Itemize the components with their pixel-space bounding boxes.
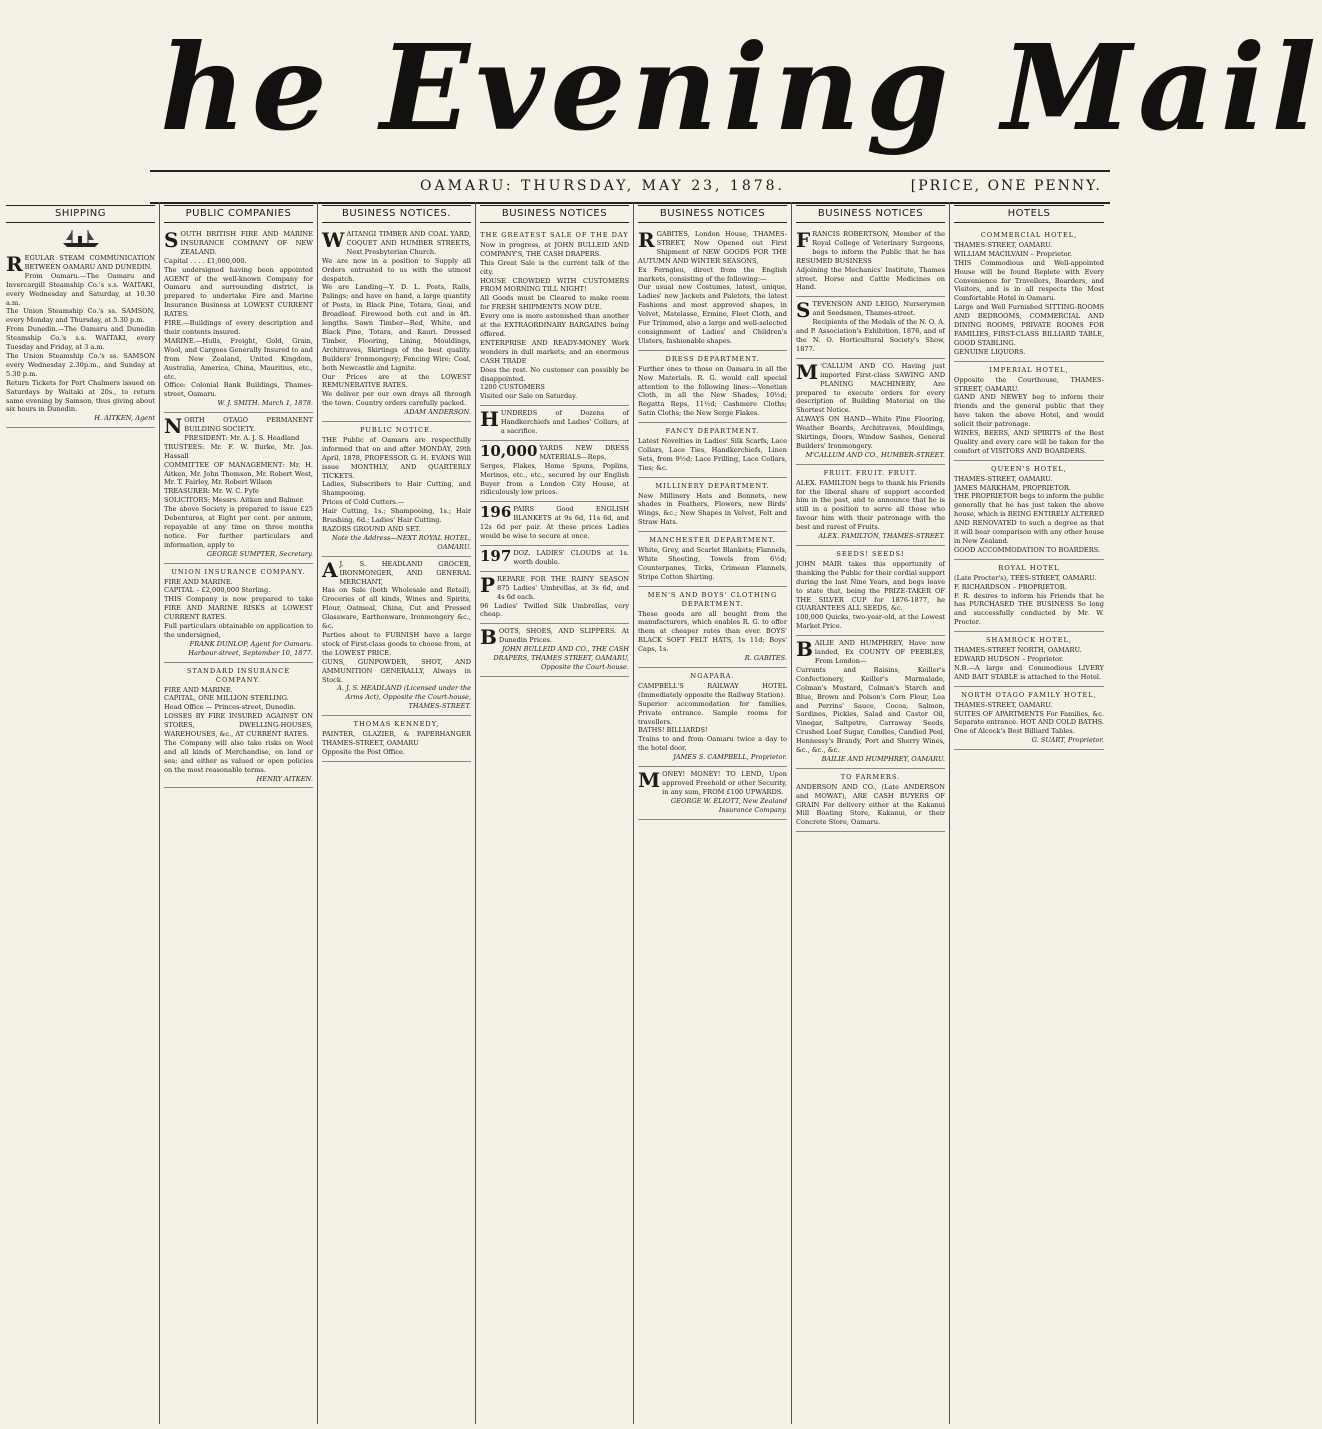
ad-text: WAITANGI TIMBER AND COAL YARD, COQUET AND HUMBER STREETS, Next Presbyterian Church. <box>322 228 471 256</box>
ad-text: GENUINE LIQUORS. <box>954 347 1026 356</box>
ad-title: SHAMROCK HOTEL, <box>985 636 1073 645</box>
ad-text: RAZORS GROUND AND SET. <box>322 525 421 533</box>
ad-text: BAILIE AND HUMPHREY, Have now landed, Ex COUNTY OF PEEBLES, From London— <box>796 637 945 665</box>
issue-date: OAMARU: THURSDAY, MAY 23, 1878. <box>420 178 785 194</box>
ad-signature: HENRY AITKEN. <box>256 774 313 783</box>
drop-cap: P <box>480 572 496 597</box>
ad-text: NORTH OTAGO PERMANENT BUILDING SOCIETY. <box>164 414 313 439</box>
column-2 <box>160 202 318 1424</box>
ad-text: LOSSES BY FIRE INSURED AGAINST ON STORES, DWELLING-HOUSES, WAREHOUSES, &c., AT CURRENT RATES. <box>164 712 313 739</box>
ad-text: White, Grey, and Scarlet Blankets; Flannels, White Sheeting, Towels from 6½d; Counterpanes, Ticks, Crimean Flannels, Stripe Cotton Shirting. <box>638 546 787 581</box>
ad-text: GUNS, GUNPOWDER, SHOT, AND AMMUNITION GENERALLY, Always in Stock. <box>322 657 471 684</box>
advertisement <box>322 227 471 422</box>
ad-text: Office: Colonial Bank Buildings, Thames-street, Oamaru. <box>164 381 313 399</box>
ad-text: Opposite the Post Office. <box>322 747 406 756</box>
advertisement <box>638 767 787 820</box>
ad-text: We deliver per our own drays all through the town. Country orders carefully packed. <box>322 390 471 408</box>
advertisement <box>480 227 629 406</box>
ad-title: MANCHESTER DEPARTMENT. <box>649 536 776 545</box>
ad-number: 10,000 <box>480 441 538 460</box>
column-heading: HOTELS <box>954 205 1104 223</box>
ad-text: ALEX. FAMILTON begs to thank his Friends for the liberal share of support accorded him in the past, and to announce that he is still in a position to serve all those who favour him with their patronage with the best and rarest of Fruits. <box>796 478 945 532</box>
ad-text: 197 DOZ. LADIES' CLOUDS at 1s. worth double. <box>480 547 629 566</box>
ad-title: NGAPARA. <box>690 671 735 680</box>
advertisement <box>480 546 629 572</box>
ad-signature: JOHN BULLEID AND CO., THE CASH DRAPERS, THAMES STREET, OAMARU, Opposite the Court-house. <box>493 645 629 671</box>
ad-text: The Union Steamship Co.'s ss. SAMSON, every Monday and Thursday, at 5.30 p.m. <box>6 307 155 325</box>
ad-text: CAMPBELL'S RAILWAY HOTEL (Immediately opposite the Railway Station). <box>638 681 787 699</box>
ad-text: Opposite the Courthouse, THAMES-STREET, OAMARU. <box>954 375 1104 393</box>
ad-text: Full particulars obtainable on application to the undersigned, <box>164 622 313 639</box>
issue-price: [PRICE, ONE PENNY. <box>910 178 1102 194</box>
ad-title: FANCY DEPARTMENT. <box>665 427 760 436</box>
ad-text: THIS Company is now prepared to take FIRE AND MARINE RISKS at LOWEST CURRENT RATES. <box>164 595 313 622</box>
masthead <box>0 0 1322 200</box>
drop-cap: W <box>322 228 345 252</box>
column-4 <box>476 202 634 1424</box>
advertisement <box>164 413 313 564</box>
advertisement <box>322 422 471 557</box>
drop-cap: M <box>638 768 661 793</box>
ad-title: TO FARMERS. <box>840 772 901 781</box>
ad-text: 196 PAIRS Good ENGLISH BLANKETS at 9s 6d, 11s 6d, and 12s 6d per pair. At these prices Ladies would be wise to secure at once. <box>480 503 629 541</box>
ad-title: UNION INSURANCE COMPANY. <box>171 567 306 576</box>
ad-signature: G. SUART, Proprietor. <box>1031 736 1104 745</box>
ad-text: Parties about to FURNISH have a large stock of First-class goods to choose from, at the LOWEST PRICE. <box>322 630 471 657</box>
ad-title: IMPERIAL HOTEL, <box>989 365 1069 374</box>
ad-text: ALWAYS ON HAND—White Pine Flooring, Weather Boards, Architraves, Mouldings, Skirtings, Doors, Window Sashes, General Builders' Ironmongery. <box>796 415 945 450</box>
advertisement <box>954 227 1104 362</box>
column-heading: SHIPPING <box>6 205 155 223</box>
ad-text: RGABITES, London House, THAMES-STREET, Now Opened out First Shipment of NEW GOODS FOR THE AUTUMN AND WINTER SEASONS, <box>638 228 787 265</box>
ad-text: Return Tickets for Port Chalmers issued on Saturdays by Waitaki at 20s., to return same evening by Samson, thus giving about six hours in Dunedin. <box>6 378 155 414</box>
advertisement <box>164 564 313 663</box>
ad-number: 196 <box>480 503 512 522</box>
advertisement <box>796 546 945 636</box>
advertisement <box>796 359 945 465</box>
drop-cap: B <box>480 625 497 650</box>
drop-cap: A <box>322 557 338 582</box>
ad-text: CAPITAL, ONE MILLION STERLING. <box>164 694 289 703</box>
advertisement <box>954 687 1104 750</box>
ad-text: Visited our Sale on Saturday. <box>480 392 578 401</box>
ad-text: HOUSE CROWDED WITH CUSTOMERS FROM MORNING TILL NIGHT! <box>480 276 629 294</box>
ad-text: Our Prices are at the LOWEST REMUNERATIVE RATES. <box>322 372 471 390</box>
ad-text: Head Office — Princes-street, Dunedin. <box>164 703 296 712</box>
ad-text: THAMES-STREET, OAMARU. <box>954 240 1053 249</box>
ad-text: We are now in a position to Supply all Orders entrusted to us with the utmost despatch. <box>322 256 471 283</box>
ad-text: CAPITAL – £2,000,000 Sterling. <box>164 586 271 595</box>
ad-text: Superior accommodation for families, Private entrance. Sample rooms for travellers. <box>638 699 787 726</box>
ad-text: Further ones to those on Oamaru in all the New Materials. R. G. would call special attention to the following lines:—Venetian Cloth, in all the New Shades, 10½d; Regatta Reps, 11½d; Cashmere Cloths; Satin Cloths; the New Serge Flakes. <box>638 364 787 418</box>
ad-text: F. RICHARDSON – PROPRIETOR. <box>954 582 1067 591</box>
advertisement <box>954 362 1104 461</box>
advertisement <box>638 587 787 668</box>
column-7 <box>950 202 1108 1424</box>
advertisement <box>796 636 945 769</box>
advertisement <box>480 572 629 625</box>
ad-title: ROYAL HOTEL <box>998 563 1060 572</box>
advertisement <box>638 227 787 351</box>
column-heading: BUSINESS NOTICES <box>480 205 629 223</box>
ad-text: FIRE AND MARINE. <box>164 685 233 694</box>
ad-title: COMMERCIAL HOTEL, <box>980 231 1078 239</box>
ad-text: PAINTER, GLAZIER, & PAPERHANGER THAMES-STREET, OAMARU <box>322 730 471 747</box>
ad-text: THAMES-STREET, OAMARU. <box>954 474 1053 483</box>
ad-signature: H. AITKEN, Agent <box>94 414 155 423</box>
ad-text: Capital . . . . £1,000,000. <box>164 256 247 265</box>
ad-text: BATHS! BILLIARDS! <box>638 726 708 735</box>
ad-text: STEVENSON AND LEIGO, Nurserymen and Seedsmen, Thames-street. <box>796 298 945 323</box>
ad-text: N.B.—A large and Commodious LIVERY AND BAIT STABLE is attached to the Hotel. <box>954 663 1104 681</box>
drop-cap: S <box>796 298 811 323</box>
ad-text: The undersigned having been appointed AGENT of the well-known Company for Oamaru and surrounding district, is prepared to undertake Fire and Marine Insurance Business at LOWEST CURRENT RATES. <box>164 265 313 319</box>
ad-text: From Dunedin.—The Oamaru and Dunedin Steamship Co.'s s.s. WAITAKI, every Tuesday and Friday, at 3 a.m. <box>6 325 155 352</box>
ad-signature: A. J. S. HEADLAND (Licensed under the Arms Act), Opposite the Court-house, THAMES-STREET. <box>337 684 471 711</box>
ad-text: JOHN MAIR takes this opportunity of thanking the Public for their cordial support during the last Nine Years, and begs leave to state that, being the PRIZE-TAKER OF THE SILVER CUP for 1876-1877, he GUARANTEES ALL SEEDS, &c. <box>796 559 945 613</box>
ad-text: SOUTH BRITISH FIRE AND MARINE INSURANCE COMPANY OF NEW ZEALAND. <box>164 228 313 256</box>
ad-text: THIS Commodious and Well-appointed House will be found Replete with Every Convenience for Travellers, Boarders, and Visitors, and is in all respects the Most Comfortable Hotel in Oamaru. <box>954 258 1104 303</box>
masthead-title: he Evening Mail <box>160 18 1322 157</box>
ad-text: THE PROPRIETOR begs to inform the public generally that he has just taken the above house, which is BEING ENTIRELY ALTERED AND RENOVATED to such a degree as that it will bear comparison with any other house in New Zealand. <box>954 492 1104 545</box>
ad-text: HUNDREDS of Dozens of Handkerchiefs and Ladies' Collars, at a sacrifice. <box>480 407 629 436</box>
ad-signature: M'CALLUM AND CO., HUMBER-STREET. <box>805 450 945 459</box>
ad-title: QUEEN'S HOTEL, <box>991 464 1067 473</box>
ad-text: WINES, BEERS, AND SPIRITS of the Best Quality and every care will be taken for the comfort of VISITORS AND BOARDERS. <box>954 429 1104 455</box>
advertisement <box>164 663 313 789</box>
ad-text: M 'CALLUM AND CO. Having just imported First-class SAWING AND PLANING MACHINERY, Are prepared to execute orders for every description of Building Material on the Shortest Notice. <box>796 359 945 415</box>
ad-text: Prices of Cold Cutters.— <box>322 498 405 507</box>
advertisement <box>954 560 1104 632</box>
ad-text: Ladies, Subscribers to Hair Cutting, and Shampooing. <box>322 480 471 498</box>
ad-text: 96 Ladies' Twilled Silk Umbrellas, very cheap. <box>480 601 629 619</box>
ad-text: WILLIAM MACILVAIN – Proprietor. <box>954 249 1073 258</box>
ad-title: NORTH OTAGO FAMILY HOTEL, <box>961 690 1097 699</box>
ad-title: PUBLIC NOTICE. <box>360 426 433 435</box>
ad-text: JAMES MARKHAM, PROPRIETOR. <box>954 483 1071 492</box>
advertisement <box>480 624 629 677</box>
advertisement <box>796 227 945 297</box>
ad-signature: R. GABITES. <box>744 654 787 663</box>
ad-text: GAND AND NEWEY beg to inform their friends and the general public that they have taken the above Hotel, and would solicit their patronage. <box>954 393 1104 429</box>
ad-text: Latest Novelties in Ladies' Silk Scarfs, Lace Collars, Lace Ties, Handkerchiefs, Linen Sets, from 9½d; Lace Frilling, Lace Collars, Ties; &c. <box>638 437 787 472</box>
column-heading: PUBLIC COMPANIES <box>164 205 313 223</box>
drop-cap: S <box>164 228 179 252</box>
advertisement <box>6 251 155 428</box>
ad-text: 1200 CUSTOMERS <box>480 383 545 392</box>
ad-text: THAMES-STREET, OAMARU. <box>954 700 1053 709</box>
drop-cap: R <box>6 252 23 276</box>
ad-signature: GEORGE SUMPTER, Secretary. <box>206 549 313 558</box>
advertisement <box>796 297 945 358</box>
ad-text: 10,000 YARDS NEW DRESS MATERIALS—Reps, Serges, Flakes, Home Spuns, Poplins, Merinos, etc., etc., secured by our English Buyer from a London City House, at ridiculously low prices. <box>480 441 629 497</box>
advertisement <box>638 351 787 423</box>
ad-text: A J. S. HEADLAND GROCER, IRONMONGER, AND GENERAL MERCHANT, <box>322 557 471 586</box>
column-heading: BUSINESS NOTICES <box>796 205 945 223</box>
advertisement <box>322 716 471 762</box>
ad-text: PREPARE FOR THE RAINY SEASON 875 Ladies' Umbrellas, at 3s 6d, and 4s 6d each. <box>480 572 629 601</box>
drop-cap: M <box>796 359 819 384</box>
drop-cap: H <box>480 407 499 432</box>
ad-text: These goods are all bought from the manufacturers, which enables R. G. to offer them at cheaper rates than ever. BOYS' BLACK SOFT FELT HATS, 1s 11d; Boys' Caps, 1s. <box>638 609 787 654</box>
ad-text: FIRE.—Buildings of every description and their contents insured. <box>164 319 313 336</box>
ad-text: (Late Procter's), TEES-STREET, OAMARU. <box>954 573 1097 582</box>
ad-text: BOOTS, SHOES, AND SLIPPERS. At Dunedin Prices. <box>480 625 629 650</box>
ad-text: Has on Sale (both Wholesale and Retail), Groceries of all kinds, Wines and Spirits, Flour, Oatmeal, China, Cut and Pressed Glassware, Earthenware, Ironmongery &c., &c. <box>322 586 471 631</box>
advertisement <box>480 441 629 502</box>
column-6 <box>792 202 950 1424</box>
ad-text: MONEY! MONEY! TO LEND, Upon approved Freehold or other Security, in any sum, FROM £100 UPWARDS. <box>638 768 787 796</box>
ad-title: STANDARD INSURANCE COMPANY. <box>186 666 291 684</box>
ad-text: Adjoining the Mechanics' Institute, Thames street. Horse and Cattle Medicines on Hand. <box>796 265 945 292</box>
drop-cap: R <box>638 228 655 252</box>
ad-text: ANDERSON AND CO., (Late ANDERSON and MOWAT), ARE CASH BUYERS OF GRAIN For delivery either at the Kakanui Mill Boating Store, Kakanui, or their Concrete Store, Oamaru. <box>796 782 945 827</box>
ad-text: 100,000 Quicks, two-year-old, at the Lowest Market Price. <box>796 613 945 631</box>
ad-signature: ALEX. FAMILTON, THAMES-STREET. <box>818 532 945 541</box>
ad-signature: JAMES S. CAMPBELL, Proprietor. <box>673 753 787 762</box>
ad-signature: FRANK DUNLOP, Agent for Oamaru. Harbour-street, September 10, 1877. <box>188 639 313 657</box>
ad-text: Our usual new Costumes, latest, unique, Ladies' new Jackets and Paletots, the latest Fashions and most approved shapes, in Velvet, Matelasse, Ermine, Fleet Cloth, and Fur Trimmed, also a large and well-selected consignment of Ladies' and Children's Ulsters, fashionable shapes. <box>638 283 787 345</box>
advertisement <box>638 532 787 587</box>
ad-title: THE GREATEST SALE OF THE DAY <box>480 231 629 239</box>
advertisement <box>954 461 1104 560</box>
ad-text: This Great Sale is the current talk of the city. <box>480 258 629 276</box>
advertisement <box>322 557 471 716</box>
ad-text: FIRE AND MARINE. <box>164 577 233 586</box>
ad-text: TRUSTEES: Mr. F. W. Burke, Mr. Jas. Hassall <box>164 442 313 460</box>
ad-text: Every one is more astonished than another at the EXTRAORDINARY BARGAINS being offered. <box>480 312 629 338</box>
ad-text: Ex Ferngleu, direct from the English markets, consisting of the following:— <box>638 265 787 283</box>
steamship-icon <box>61 227 101 249</box>
ad-signature: Note the Address—NEXT ROYAL HOTEL, OAMARU. <box>332 533 471 551</box>
advertisement <box>954 632 1104 687</box>
column-5 <box>634 202 792 1424</box>
ad-text: New Millinery Hats and Bonnets, new shades in Feathers, Flowers, new Birds' Wings, &c.; New Shapes in Velvet, Felt and Straw Hats. <box>638 491 787 527</box>
column-heading: BUSINESS NOTICES. <box>322 205 471 223</box>
ad-signature: GEORGE W. ELIOTT, New Zealand Insurance Company. <box>670 796 787 814</box>
ad-text: SOLICITORS: Messrs. Aitken and Balmer. <box>164 496 305 505</box>
ad-signature: ADAM ANDERSON. <box>404 408 471 417</box>
ad-signature: W. J. SMITH. March 1, 1878. <box>217 399 313 408</box>
ad-text: Trains to and from Oamaru twice a day to the hotel door. <box>638 735 787 753</box>
ad-number: 197 <box>480 547 512 565</box>
ad-text: The above Society is prepared to issue £25 Debentures, at Eight per cent. per annum, repayable at any time on three months notice. For further particulars and information, apply to <box>164 505 313 549</box>
ad-text: F. R. desires to inform his Friends that he has PURCHASED THE BUSINESS So long and successfully conducted by Mr. W. Procter. <box>954 591 1104 627</box>
ad-title: DRESS DEPARTMENT. <box>665 354 760 363</box>
advertisement <box>638 668 787 767</box>
ad-text: We are Landing—Y. D. L. Posts, Rails, Palings; and have on hand, a large quantity of Posts, in Black Pine, Totara, Goai, and Broadleaf. Firewood both cut and in 4ft. lengths. Sawn Timber—Red, White, and Black Pine, Totara, and Kauri. Dressed Timber, Flooring, Lining, Mouldings, Architraves, Skirtings of the best quality. Builders' Ironmongery; Fencing Wire; Coal, both Newcastle and Lignite. <box>322 283 471 372</box>
ad-title: THOMAS KENNEDY, <box>353 720 440 729</box>
advertisement <box>638 423 787 478</box>
ad-text: Does the rest. No customer can possibly be disappointed. <box>480 365 629 383</box>
ad-title: FRUIT. FRUIT. FRUIT. <box>823 468 918 477</box>
column-3 <box>318 202 476 1424</box>
advertisement <box>796 769 945 832</box>
ad-text: MARINE.—Hulls, Freight, Gold, Grain, Wool, and Cargoes Generally Insured to and from New Zealand, United Kingdom, Australia, America, China, Mauritius, etc., etc. <box>164 336 313 381</box>
ad-text: PRESIDENT: Mr. A. J. S. Headland <box>184 433 300 442</box>
column-1 <box>2 202 160 1424</box>
ad-text: COMMITTEE OF MANAGEMENT: Mr. H. Aitken, Mr. John Thomson, Mr. Robert West, Mr. T. Fairley, Mr. Robert Wilson <box>164 460 313 487</box>
ad-text: THE Public of Oamaru are respectfully informed that on and after MONDAY, 29th April, 1878, PROFESSOR G. H. EVANS Will issue MONTHLY, AND QUARTERLY TICKETS. <box>322 435 471 480</box>
ad-text: FRANCIS ROBERTSON, Member of the Royal College of Veterinary Surgeons, begs to inform the Public that he has RESUMED BUSINESS <box>796 228 945 265</box>
ad-text: Large and Well Furnished SITTING-ROOMS AND BEDROOMS, COMMERCIAL AND DINING ROOMS, PRIVATE ROOMS FOR FAMILIES, FIRST-CLASS BILLIARD TABLE, GOOD STABLING. <box>954 303 1104 347</box>
columns <box>2 202 1112 1424</box>
advertisement <box>638 478 787 533</box>
ad-text: All Goods must be Cleared to make room for FRESH SHIPMENTS NOW DUE. <box>480 294 629 312</box>
ad-text: EDWARD HUDSON – Proprietor. <box>954 654 1064 663</box>
drop-cap: N <box>164 414 183 439</box>
ad-title: MILLINERY DEPARTMENT. <box>655 481 770 490</box>
advertisement <box>480 502 629 546</box>
ad-text: ENTERPRISE AND READY-MONEY Work wonders in dull markets; and an enormous CASH TRADE <box>480 338 629 365</box>
ad-text: THAMES-STREET NORTH, OAMARU. <box>954 646 1082 655</box>
ad-text: The Union Steamship Co.'s ss. SAMSON every Wednesday 2.30p.m., and Sunday at 5.30 p.m. <box>6 351 155 378</box>
ad-title: MEN'S AND BOYS' CLOTHING DEPARTMENT. <box>647 590 778 608</box>
ad-text: Now in progress, at JOHN BULLEID AND COMPANY'S, THE CASH DRAPERS. <box>480 240 629 258</box>
ad-text: SUITES OF APARTMENTS For Families, &c. Separate entrance. HOT AND COLD BATHS. One of Alcock's Best Billiard Tables. <box>954 709 1104 736</box>
advertisement <box>164 227 313 413</box>
ad-text: Hair Cutting, 1s.; Shampooing, 1s.; Hair Brushing, 6d.; Ladies' Hair Cutting. <box>322 507 471 525</box>
ad-text: REGULAR STEAM COMMUNICATION BETWEEN OAMARU AND DUNEDIN. <box>6 252 155 276</box>
dateline <box>150 170 1110 204</box>
drop-cap: F <box>796 228 811 252</box>
ad-text: From Oamaru.—The Oamaru and Invercargill Steamship Co.'s s.s. WAITAKI, every Wednesday and Saturday, at 10.30 a.m. <box>6 271 155 307</box>
ad-text: Currants and Raisins, Keiller's Confectionery, Keiller's Marmalade, Colman's Mustard, Colman's Starch and Blue, Brown and Polson's Corn Flour, Lea and Perrins' Sauce, Cocoa, Salmon, Sardines, Pickles, Salad and Castor Oil, Vinegar, Saltpetre, Carraway Seeds, Crushed Loaf Sugar, Candles, Candied Peel, Hennessy's Brandy, Port and Sherry Wines, &c., &c., &c. <box>796 665 945 755</box>
drop-cap: B <box>796 637 813 662</box>
ad-text: Recipients of the Medals of the N. O. A. and P. Association's Exhibition, 1876, and of the N. O. Horticultural Society's Show, 1877. <box>796 318 945 353</box>
ad-text: TREASURER: Mr. W. C. Fyfe <box>164 487 259 496</box>
ad-signature: BAILIE AND HUMPHREY, OAMARU. <box>821 754 945 763</box>
ad-text: The Company will also take risks on Wool and all kinds of Merchandise, on land or sea; and either as valued or open policies on the most reasonable terms. <box>164 738 313 774</box>
ad-text: GOOD ACCOMMODATION TO BOARDERS. <box>954 545 1101 554</box>
advertisement <box>480 406 629 441</box>
advertisement <box>796 465 945 546</box>
column-heading: BUSINESS NOTICES <box>638 205 787 223</box>
ad-title: SEEDS! SEEDS! <box>836 550 905 558</box>
